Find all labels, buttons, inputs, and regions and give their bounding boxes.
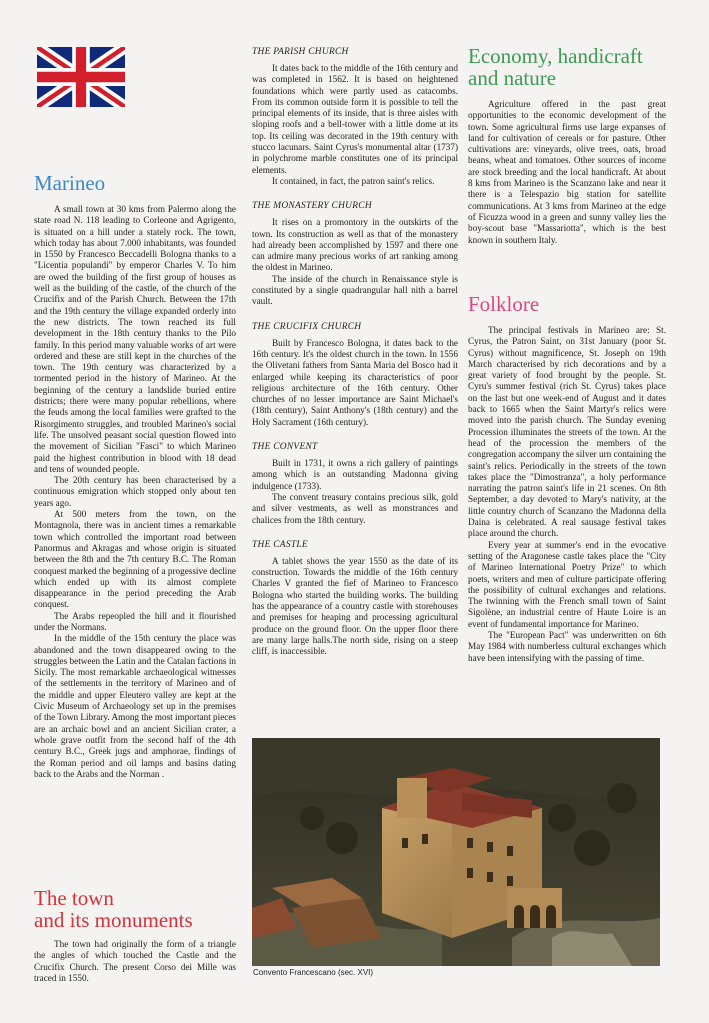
photo-caption: Convento Francescano (sec. XVI) xyxy=(253,968,374,977)
castle-paragraph: A tablet shows the year 1550 as the date of its construction. Towards the middle of the 16th century Charles V granted the fief of Marineo to Francesco Bologna who started the building works. The building has the appearance of a country castle with storehouses and premises for heaping and processing agricultural produce on the ground floor. On the upper floor there are many large halls.The north side, rising on a steep cliff, is inaccessible. xyxy=(252,555,458,657)
economy-title-line2: and nature xyxy=(468,66,557,90)
monastery-heading: THE MONASTERY CHURCH xyxy=(252,201,372,212)
convent-photo xyxy=(252,738,660,966)
crucifix-heading: THE CRUCIFIX CHURCH xyxy=(252,321,362,332)
town-section xyxy=(34,887,236,984)
marineo-paragraph: The Arabs repeopled the hill and it flourished under the Normans. xyxy=(34,610,236,632)
marineo-title: Marineo xyxy=(34,171,106,195)
convent-paragraph: The convent treasury contains precious silk, gold and silver vestments, as well as monstrances and chalices from the 18th century. xyxy=(252,491,458,525)
economy-title xyxy=(468,45,666,89)
parish-paragraph: It dates back to the middle of the 16th century and was completed in 1562. It is based on heightened foundations which were partly used as catacombs. From its common outside form it is possible to tell the principal elements of its inside, that is three aisles with sloping roofs and a bell-tower with a little dome at its top. Its ceiling was decorated in the 19th century with stucco lacunars. Saint Cyrus's monumental altar (1737) in polychrome marble constitutes one of its principal elements. xyxy=(252,63,458,175)
town-paragraph: The town had originally the form of a triangle the angles of which touched the Castle and the Crucifix Church. The present Corso dei Mille was traced in 1550. xyxy=(34,939,236,983)
town-title xyxy=(34,887,236,931)
marineo-paragraph: At 500 meters from the town, on the Montagnola, there was in ancient times a remarkable town which controlled the important road between Panormus and Akragas and whose origin is situated between the 8th and the 7th century B.C. The Roman conquest marked the beginning of a progessive decline which ended up with its almost complete disappearance in the period preceding the Arab conquest. xyxy=(34,509,236,610)
economy-section xyxy=(468,45,666,246)
economy-title-line1: Economy, handicraft xyxy=(468,44,643,68)
monastery-paragraph: The inside of the church in Renaissance style is constituted by a single quadrangular hall nith a barrel vault. xyxy=(252,273,458,307)
parish-paragraph: It contained, in fact, the patron saint's relics. xyxy=(272,175,435,186)
marineo-paragraph: In the middle of the 15th century the place was abandoned and the town disappeared owing to the struggles between the Latin and the Catalan factions in Sicily. The most remarkable archaeological witnesses of the settlements in the territory of Marineo and of the middle and upper Eleutero valley are kept at the Civic Museum of Archaeology set up in the premises of the Town Library. Among the most important pieces are an archaic bowl and an ancient Sicilian crater, a whole grave outfit from the second half of the 4th century B.C., Greek jugs and amphorae, findings of the Roman period and oil lamps and basins dating back to the Arabs and the Norman . xyxy=(34,633,236,779)
folklore-section xyxy=(468,293,666,664)
monastery-paragraph: It rises on a promontory in the outskirts of the town. Its construction as well as that of the monastery had already been accomplished by 1597 and there one can admire many precious works of art ranking among the oldest in Marineo. xyxy=(252,217,458,273)
crucifix-paragraph: Built by Francesco Bologna, it dates back to the 16th century. It's the oldest church in the town. In 1556 the Olivetani fathers from Santa Maria del Bosco had it enlarged while keeping its characteristics of poor religious architecture of the 16th century. Other churches of no lesser importance are Saint Michael's (18th century), Saint Anthony's (18th century) and the Holy Sacrament (16th century). xyxy=(252,337,458,427)
union-jack-flag xyxy=(37,47,125,107)
convent-paragraph: Built in 1731, it owns a rich gallery of paintings among which is an outstanding Madonna giving indulgence (1733). xyxy=(252,458,458,491)
convent-heading: THE CONVENT xyxy=(252,442,318,453)
marineo-paragraph: The 20th century has been characterised by a continuous emigration which stopped only about ten years ago. xyxy=(34,475,236,508)
folklore-paragraph: Every year at summer's end in the evocative setting of the Aragonese castle takes place the "City of Marineo International Poetry Prize" to which poets, writers and men of culture participate offering the possibility of cultural exchanges and relations. The twinning with the French small town of Saint Sigolène, an industrial centre of Haute Loire is an event of fundamental importance for Marineo. xyxy=(468,539,666,629)
castle-heading: THE CASTLE xyxy=(252,539,308,550)
parish-heading: THE PARISH CHURCH xyxy=(252,47,349,57)
marineo-section xyxy=(34,172,236,780)
town-title-line1: The town xyxy=(34,886,114,910)
town-title-line2: and its monuments xyxy=(34,908,193,932)
folklore-paragraph: The "European Pact" was underwritten on 6th May 1984 with numberless cultural exchanges which have been intensifying with the passing of time. xyxy=(468,630,666,663)
folklore-paragraph: The principal festivals in Marineo are: St. Cyrus, the Patron Saint, on 31st January (poor St. Cyrus) without magnificence, St. Joseph on 19th March characterised by rich decorations and by a great variety of food brought by the people. St. Cyru's summer festival (rich St. Cyrus) takes place on the last but one week-end of August and it dates back to 1665 when the Saint Martyr's relics were moved into the parish church. The Sunday evening Procession illuminates the streets of the town. At the head of the procession the members of the congregation accompany the silver urn containing the saint's relics. Periodically in the streets of the town takes place the "Dimostranza", a holy performance narrating the patron saint's life in 21 scenes. On 8th September, a day devoted to Mary's nativity, at the little country church of Scanzano the Madonna della Daina is celebrated. A real sausage festival takes place around the church. xyxy=(468,325,666,539)
marineo-paragraph: A small town at 30 kms from Palermo along the state road N. 118 leading to Corleone and Agrigento, is situated on a hill under a stately rock. The town, which today has about 7.000 inhabitants, was founded in 1550 by Francesco Beccadelli Bologna thanks to a "Licentia populandi" by emperor Charles V. To him are owed the building of the first group of houses as well as the building of the castle, of the church of the Crucifix and of the Parish Church. Between the 17th and the 19th century the village expanded orderly into the new districts. The town reached its full development in the 18th century thanks to the Pilo family. In this period many valuable works of art were ordered and these are still kept in the churches of the town. The 19th century was characterized by a tormented period in the history of Marineo. At the beginning of the century a landslide buried entire districts; there were many popular rebellions, where the feuds among the local families were grafted to the Risorgimento struggles, and troubled Marineo's social life. The unsolved peasant social question flowed into the movement of Sicilian "Fasci" to which Marineo paid the highest contribution in blood with 18 dead and tens of wounded people. xyxy=(34,204,236,474)
folklore-title: Folklore xyxy=(468,292,540,316)
economy-paragraph: Agriculture offered in the past great opportunities to the economic development of the town. Some agricultural firms use large expanses of land for cultivation of cereals or for pasture. Other cultivations are: vineyards, olive trees, oats, broad beans, wheat and tomatoes. Other sources of income are stock breeding and the local handicraft. At about 8 kms from Marineo is the Scanzano lake and near it there is a Telespazio big station for satellite communications. At 3 kms from Marineo at the edge of Ficuzza wood in a green and sunny valley lies the boy-scout base "Massariotta", which is the best known in southern Italy. xyxy=(468,99,666,245)
monuments-column xyxy=(252,47,458,657)
